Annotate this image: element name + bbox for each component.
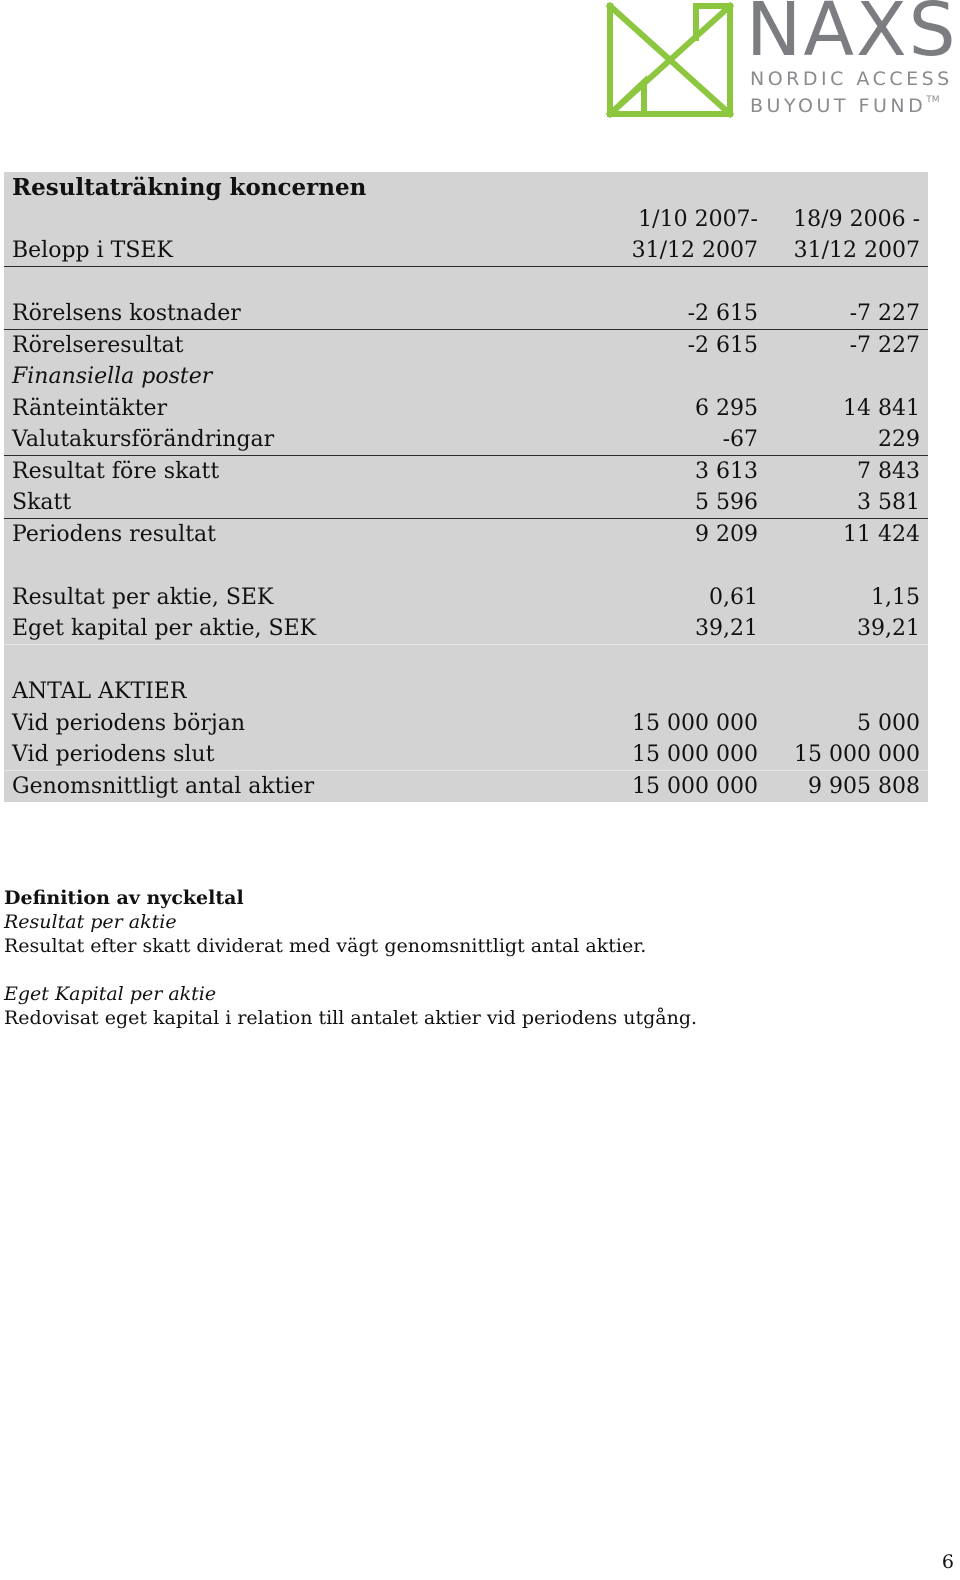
naxs-logo-mark-icon — [604, 2, 736, 118]
row-value-col1: 3 613 — [695, 458, 758, 484]
logo-tagline-line2 — [750, 95, 939, 117]
logo-tagline-line2-text: BUYOUT FUND — [750, 95, 927, 117]
table-row — [4, 708, 928, 740]
row-value-col2: 11 424 — [843, 521, 920, 547]
row-label: Finansiella poster — [12, 364, 213, 389]
row-value-col1: -2 615 — [687, 332, 758, 358]
row-label: Eget kapital per aktie, SEK — [12, 616, 317, 641]
row-label: ANTAL AKTIER — [12, 679, 187, 704]
row-value-col1: 9 209 — [695, 521, 758, 547]
row-label: Resultat per aktie, SEK — [12, 584, 274, 610]
definition-term: Resultat per aktie — [4, 911, 177, 933]
row-label: Vid periodens slut — [12, 742, 215, 767]
income-statement-table — [4, 172, 928, 802]
definition-term: Eget Kapital per aktie — [4, 983, 217, 1005]
row-label: Valutakursförändringar — [12, 427, 275, 452]
row-value-col1: 15 000 000 — [632, 773, 758, 799]
table-row — [4, 298, 928, 330]
spacer-row — [4, 267, 928, 299]
row-value-col1: -67 — [722, 427, 758, 452]
definition-text: Resultat efter skatt dividerat med vägt genomsnittligt antal aktier. — [4, 935, 647, 957]
table-row — [4, 676, 928, 708]
row-value-col2: 7 843 — [857, 458, 920, 484]
row-label: Skatt — [12, 490, 72, 515]
row-value-col2: 5 000 — [857, 710, 920, 736]
logo-wordmark: NAXS — [746, 0, 958, 73]
row-value-col1: 0,61 — [709, 584, 758, 610]
row-value-col2: 229 — [878, 427, 920, 452]
table-title: Resultaträkning koncernen — [12, 174, 367, 201]
row-label: Rörelseresultat — [12, 332, 184, 358]
row-value-col1: 39,21 — [695, 616, 758, 641]
table-row — [4, 393, 928, 425]
table-row — [4, 330, 928, 362]
row-value-col1: 5 596 — [695, 490, 758, 515]
logo-tagline-line1: NORDIC ACCESS — [750, 68, 953, 90]
header-row-1 — [4, 204, 928, 236]
row-value-col1: 15 000 000 — [632, 742, 758, 767]
table-row — [4, 771, 928, 803]
col2-header-line1: 18/9 2006 - — [793, 206, 920, 232]
row-value-col1: -2 615 — [687, 301, 758, 326]
key-figures-definitions — [4, 886, 904, 1030]
row-label: Resultat före skatt — [12, 458, 220, 484]
header-row-2 — [4, 235, 928, 267]
page-number: 6 — [941, 1551, 954, 1573]
table-row — [4, 613, 928, 645]
table-row — [4, 519, 928, 551]
row-value-col2: 39,21 — [857, 616, 920, 641]
row-label: Periodens resultat — [12, 521, 217, 547]
table-row — [4, 456, 928, 488]
row-label: Ränteintäkter — [12, 395, 168, 421]
table-row — [4, 424, 928, 456]
amount-unit-label: Belopp i TSEK — [12, 238, 173, 263]
col2-header-line2: 31/12 2007 — [793, 238, 920, 263]
table-row — [4, 487, 928, 519]
trademark-mark: TM — [926, 95, 940, 105]
col1-header-line2: 31/12 2007 — [631, 238, 758, 263]
row-value-col2: 1,15 — [871, 584, 920, 610]
row-label: Genomsnittligt antal aktier — [12, 773, 315, 799]
col1-header-line1: 1/10 2007- — [638, 206, 758, 232]
row-value-col2: 9 905 808 — [808, 773, 920, 799]
spacer-row — [4, 645, 928, 677]
row-value-col1: 6 295 — [695, 395, 758, 421]
row-value-col2: 15 000 000 — [794, 742, 920, 767]
table-row — [4, 739, 928, 771]
row-value-col2: -7 227 — [849, 332, 920, 358]
table-row — [4, 582, 928, 614]
row-label: Vid periodens början — [12, 710, 246, 736]
row-value-col2: 3 581 — [857, 490, 920, 515]
naxs-logo — [604, 0, 958, 122]
row-value-col1: 15 000 000 — [632, 710, 758, 736]
row-label: Rörelsens kostnader — [12, 301, 241, 326]
definition-text: Redovisat eget kapital i relation till antalet aktier vid periodens utgång. — [4, 1007, 698, 1029]
table-title-row — [4, 172, 928, 204]
spacer-row — [4, 550, 928, 582]
definitions-heading: Definition av nyckeltal — [4, 887, 244, 909]
table-row — [4, 361, 928, 393]
definition-gap — [4, 958, 904, 982]
row-value-col2: -7 227 — [849, 301, 920, 326]
row-value-col2: 14 841 — [843, 395, 920, 421]
